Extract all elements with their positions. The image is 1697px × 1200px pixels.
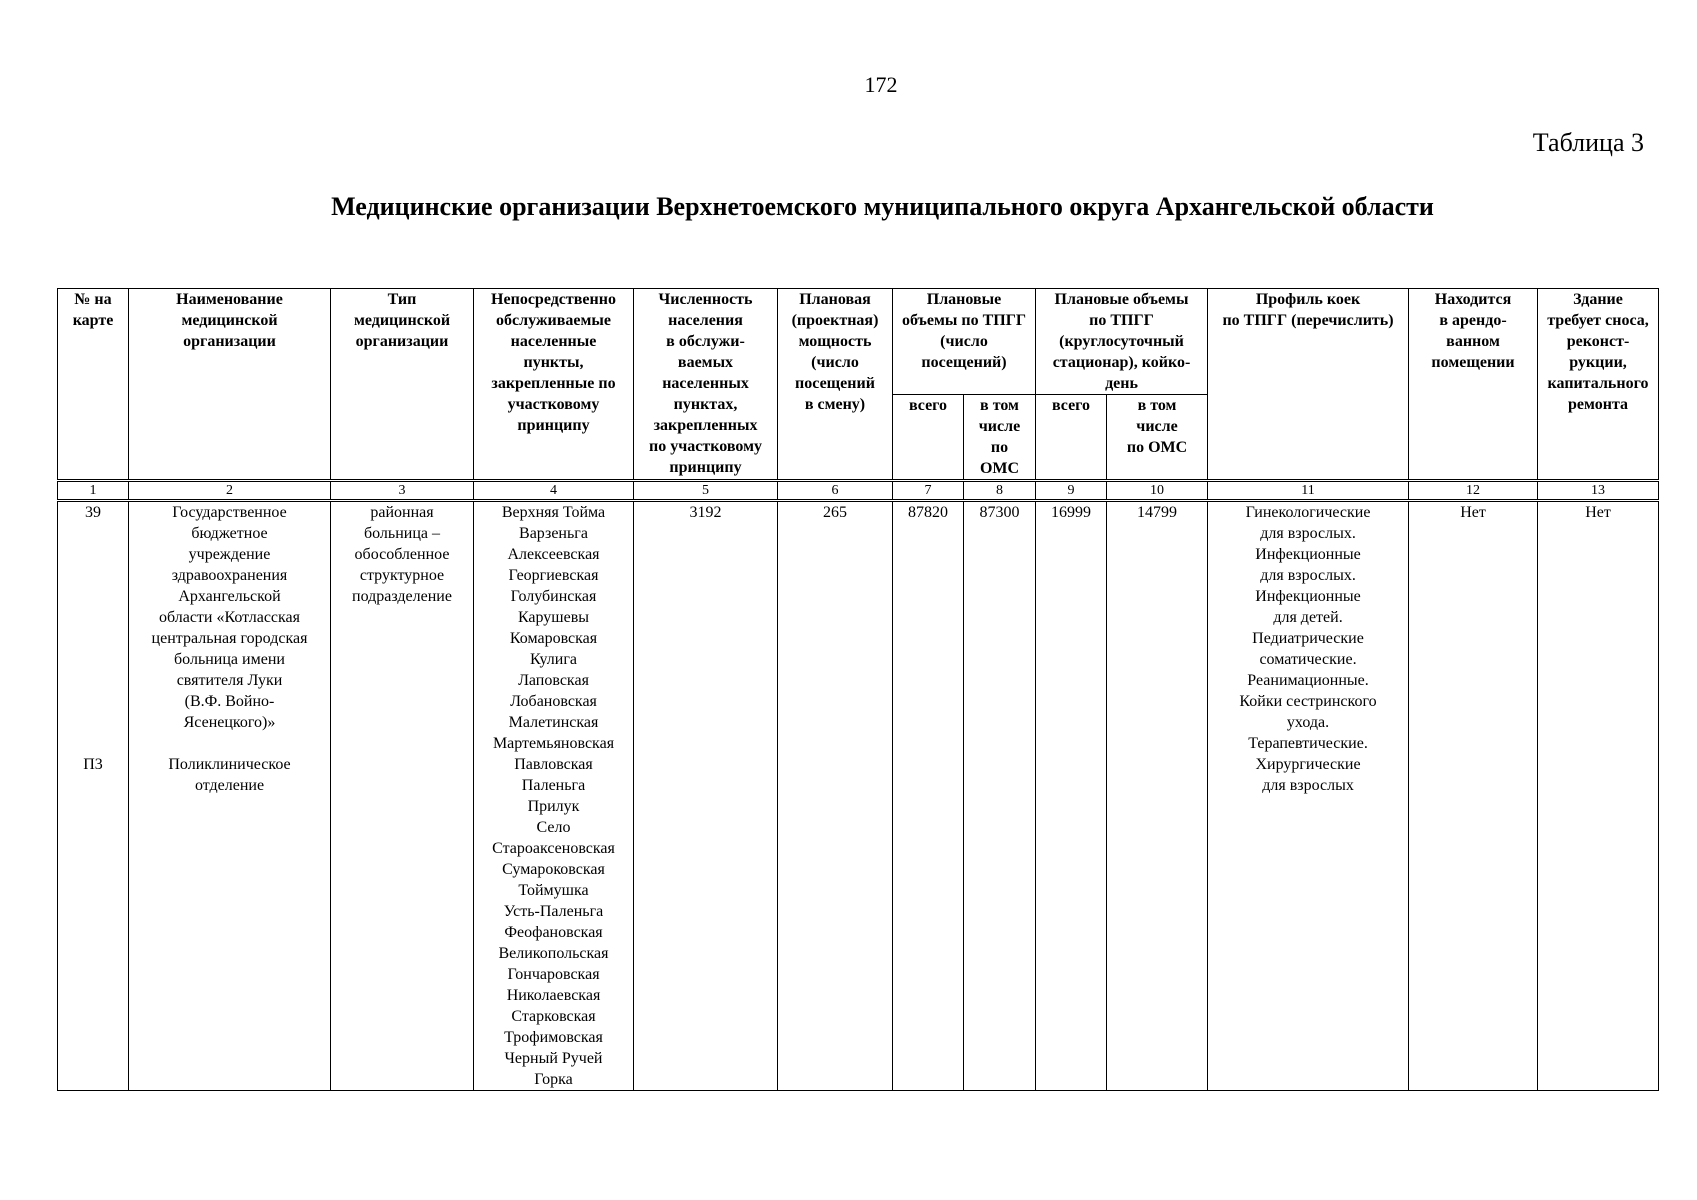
text-line: Государственное (172, 504, 287, 521)
text-line: в обслужи- (666, 333, 745, 350)
map-number-2: П3 (83, 756, 103, 773)
table-row (58, 501, 1659, 1091)
text-line: населенные (510, 333, 597, 350)
column-number: 6 (778, 481, 893, 501)
text-line: Хирургические (1255, 756, 1361, 773)
text-line: здравоохранения (171, 567, 288, 584)
column-number: 8 (964, 481, 1036, 501)
text-line: Алексеевская (507, 546, 600, 563)
text-line: Голубинская (510, 588, 597, 605)
text-line: области «Котласская (158, 609, 301, 626)
text-line: Павловская (514, 756, 593, 773)
text-line: Наименование (176, 291, 283, 308)
text-line: Инфекционные (1255, 546, 1361, 563)
text-line: всего (1051, 397, 1091, 414)
text-line: районная (370, 504, 434, 521)
text-line: Находится (1434, 291, 1512, 308)
text-line: принципу (669, 459, 742, 476)
text-line: мощность (798, 333, 872, 350)
column-number: 2 (129, 481, 331, 501)
text-line: организации (355, 333, 449, 350)
text-line: закрепленные по (491, 375, 616, 392)
text-line: числе (1136, 418, 1178, 435)
text-line: Терапевтические. (1248, 735, 1368, 752)
text-line: Численность (658, 291, 753, 308)
rented-cell: Нет (1409, 501, 1538, 1091)
text-line: учреждение (188, 546, 271, 563)
text-line: медицинской (353, 312, 451, 329)
text-line: Плановые объемы (1054, 291, 1189, 308)
column-number: 4 (474, 481, 634, 501)
text-line: Великопольская (498, 945, 609, 962)
text-line: в том (1137, 397, 1177, 414)
visits-total-cell: 87820 (893, 501, 964, 1091)
header-bed-days-oms (1107, 395, 1208, 481)
header-visits-oms (964, 395, 1036, 481)
text-line: Инфекционные (1255, 588, 1361, 605)
text-line: Койки сестринского (1239, 693, 1377, 710)
text-line: ванном (1446, 333, 1500, 350)
org-type-cell (331, 501, 474, 1091)
table-label: Таблица 3 (1532, 128, 1644, 157)
column-number: 9 (1036, 481, 1107, 501)
text-line: помещении (1431, 354, 1515, 371)
org-name (131, 502, 328, 733)
text-line: населенных (662, 375, 749, 392)
settlements-cell (474, 501, 634, 1091)
text-line: организации (183, 333, 276, 350)
column-numbers-row (58, 481, 1659, 501)
text-line: Георгиевская (508, 567, 599, 584)
text-line: Сумароковская (502, 861, 605, 878)
text-line: ухода. (1286, 714, 1330, 731)
text-line: центральная городская (151, 630, 308, 647)
text-line: Карушевы (517, 609, 590, 626)
text-line: капитального (1547, 375, 1649, 392)
text-line: обособленное (354, 546, 450, 563)
text-line: Поликлиническое (168, 756, 291, 773)
text-line: Здание (1573, 291, 1623, 308)
text-line: в том (980, 397, 1019, 414)
header-org-type (331, 289, 474, 481)
text-line: ремонта (1568, 396, 1628, 413)
text-line: Гончаровская (507, 966, 600, 983)
text-line: Горка (534, 1071, 573, 1088)
text-line: бюджетное (191, 525, 268, 542)
text-line: больница – (364, 525, 440, 542)
text-line: (число (940, 333, 988, 350)
text-line: по (990, 439, 1009, 456)
text-line: для взрослых (1262, 777, 1354, 794)
medical-organizations-table (57, 288, 1659, 1091)
text-line: Педиатрические (1252, 630, 1364, 647)
header-population (634, 289, 778, 481)
text-line: рукции, (1569, 354, 1627, 371)
text-line: Верхняя Тойма (501, 504, 606, 521)
text-line: стационар), койко- (1052, 354, 1191, 371)
text-line: Плановая (799, 291, 871, 308)
header-bed-profiles (1208, 289, 1409, 481)
text-line: № на (74, 291, 112, 308)
text-line: принципу (517, 417, 590, 434)
text-line: для взрослых. (1260, 567, 1356, 584)
text-line: пунктах, (673, 396, 738, 413)
text-line: Варзеньга (519, 525, 588, 542)
header-capacity (778, 289, 893, 481)
visits-oms-cell: 87300 (964, 501, 1036, 1091)
column-number: 7 (893, 481, 964, 501)
text-line: медицинской (181, 312, 278, 329)
text-line: Село (536, 819, 571, 836)
text-line: Прилук (527, 798, 580, 815)
text-line: Лобановская (510, 693, 597, 710)
text-line: по ТПГГ (перечислить) (1222, 312, 1394, 329)
text-line: Профиль коек (1255, 291, 1361, 308)
text-line: посещений) (921, 354, 1007, 371)
header-visits-total (893, 395, 964, 481)
text-line: отделение (194, 777, 265, 794)
text-line: обслуживаемые (496, 312, 611, 329)
column-number: 12 (1409, 481, 1538, 501)
page-number: 172 (864, 72, 898, 97)
text-line: Староаксеновская (492, 840, 615, 857)
document-title: Медицинские организации Верхнетоемского муниципального округа Архангельской области (331, 192, 1434, 221)
text-line: требует сноса, (1547, 312, 1649, 329)
text-line: Лаповская (518, 672, 589, 689)
bed-days-total-cell: 16999 (1036, 501, 1107, 1091)
bed-profiles-cell (1208, 501, 1409, 1091)
text-line: посещений (795, 375, 875, 392)
text-line: Реанимационные. (1247, 672, 1369, 689)
text-line: всего (908, 397, 948, 414)
text-line: для детей. (1273, 609, 1343, 626)
text-line: Трофимовская (504, 1029, 603, 1046)
text-line: числе (978, 418, 1021, 435)
map-number-cell (58, 501, 129, 1091)
text-line: больница имени (174, 651, 285, 668)
text-line: Старковская (511, 1008, 596, 1025)
text-line: ОМС (979, 460, 1020, 477)
header-bed-days-total (1036, 395, 1107, 481)
text-line: (число (811, 354, 859, 371)
text-line: Мартемьяновская (492, 735, 615, 752)
text-line: день (1105, 375, 1138, 392)
text-line: Феофановская (504, 924, 603, 941)
text-line: ваемых (677, 354, 734, 371)
header-rented (1409, 289, 1538, 481)
capacity-cell: 265 (778, 501, 893, 1091)
needs-repair-cell: Нет (1538, 501, 1659, 1091)
text-line: по ОМС (1126, 439, 1188, 456)
text-line: Николаевская (506, 987, 601, 1004)
header-org-name (129, 289, 331, 481)
column-number: 3 (331, 481, 474, 501)
text-line: карте (72, 312, 114, 329)
text-line: Тоймушка (518, 882, 589, 899)
header-needs-repair (1538, 289, 1659, 481)
population-cell: 3192 (634, 501, 778, 1091)
text-line: Паленьга (521, 777, 586, 794)
column-number: 5 (634, 481, 778, 501)
text-line: по участковому (649, 438, 762, 455)
bed-days-oms-cell: 14799 (1107, 501, 1208, 1091)
text-line: Гинекологические (1245, 504, 1371, 521)
text-line: по ТПГГ (1089, 312, 1154, 329)
text-line: соматические. (1259, 651, 1357, 668)
text-line: Ясенецкого)» (183, 714, 276, 731)
text-line: Кулига (530, 651, 577, 668)
text-line: участковому (507, 396, 600, 413)
text-line: Малетинская (508, 714, 599, 731)
text-line: пункты, (523, 354, 584, 371)
text-line: закрепленных (653, 417, 758, 434)
text-line: в смену) (804, 396, 866, 413)
text-line: Тип (387, 291, 417, 308)
text-line: Архангельской (178, 588, 281, 605)
text-line: Комаровская (509, 630, 598, 647)
org-name-2 (131, 754, 328, 796)
text-line: Черный Ручей (504, 1050, 603, 1067)
text-line: (В.Ф. Войно- (184, 693, 275, 710)
text-line: святителя Луки (176, 672, 283, 689)
column-number: 1 (58, 481, 129, 501)
header-map-number (58, 289, 129, 481)
header-bed-days-group (1036, 289, 1208, 395)
text-line: объемы по ТПГГ (901, 312, 1027, 329)
text-line: реконст- (1566, 333, 1630, 350)
map-number: 39 (85, 504, 101, 521)
column-number: 13 (1538, 481, 1659, 501)
column-number: 11 (1208, 481, 1409, 501)
text-line: для взрослых. (1260, 525, 1356, 542)
column-number: 10 (1107, 481, 1208, 501)
text-line: в арендо- (1439, 312, 1507, 329)
text-line: (проектная) (791, 312, 879, 329)
header-settlements (474, 289, 634, 481)
text-line: структурное (359, 567, 445, 584)
text-line: Непосредственно (491, 291, 616, 308)
text-line: (круглосуточный (1059, 333, 1184, 350)
text-line: Усть-Паленьга (503, 903, 604, 920)
text-line: Плановые (926, 291, 1002, 308)
text-line: населения (668, 312, 743, 329)
text-line: подразделение (352, 588, 452, 605)
header-visits-group (893, 289, 1036, 395)
org-name-cell (129, 501, 331, 1091)
